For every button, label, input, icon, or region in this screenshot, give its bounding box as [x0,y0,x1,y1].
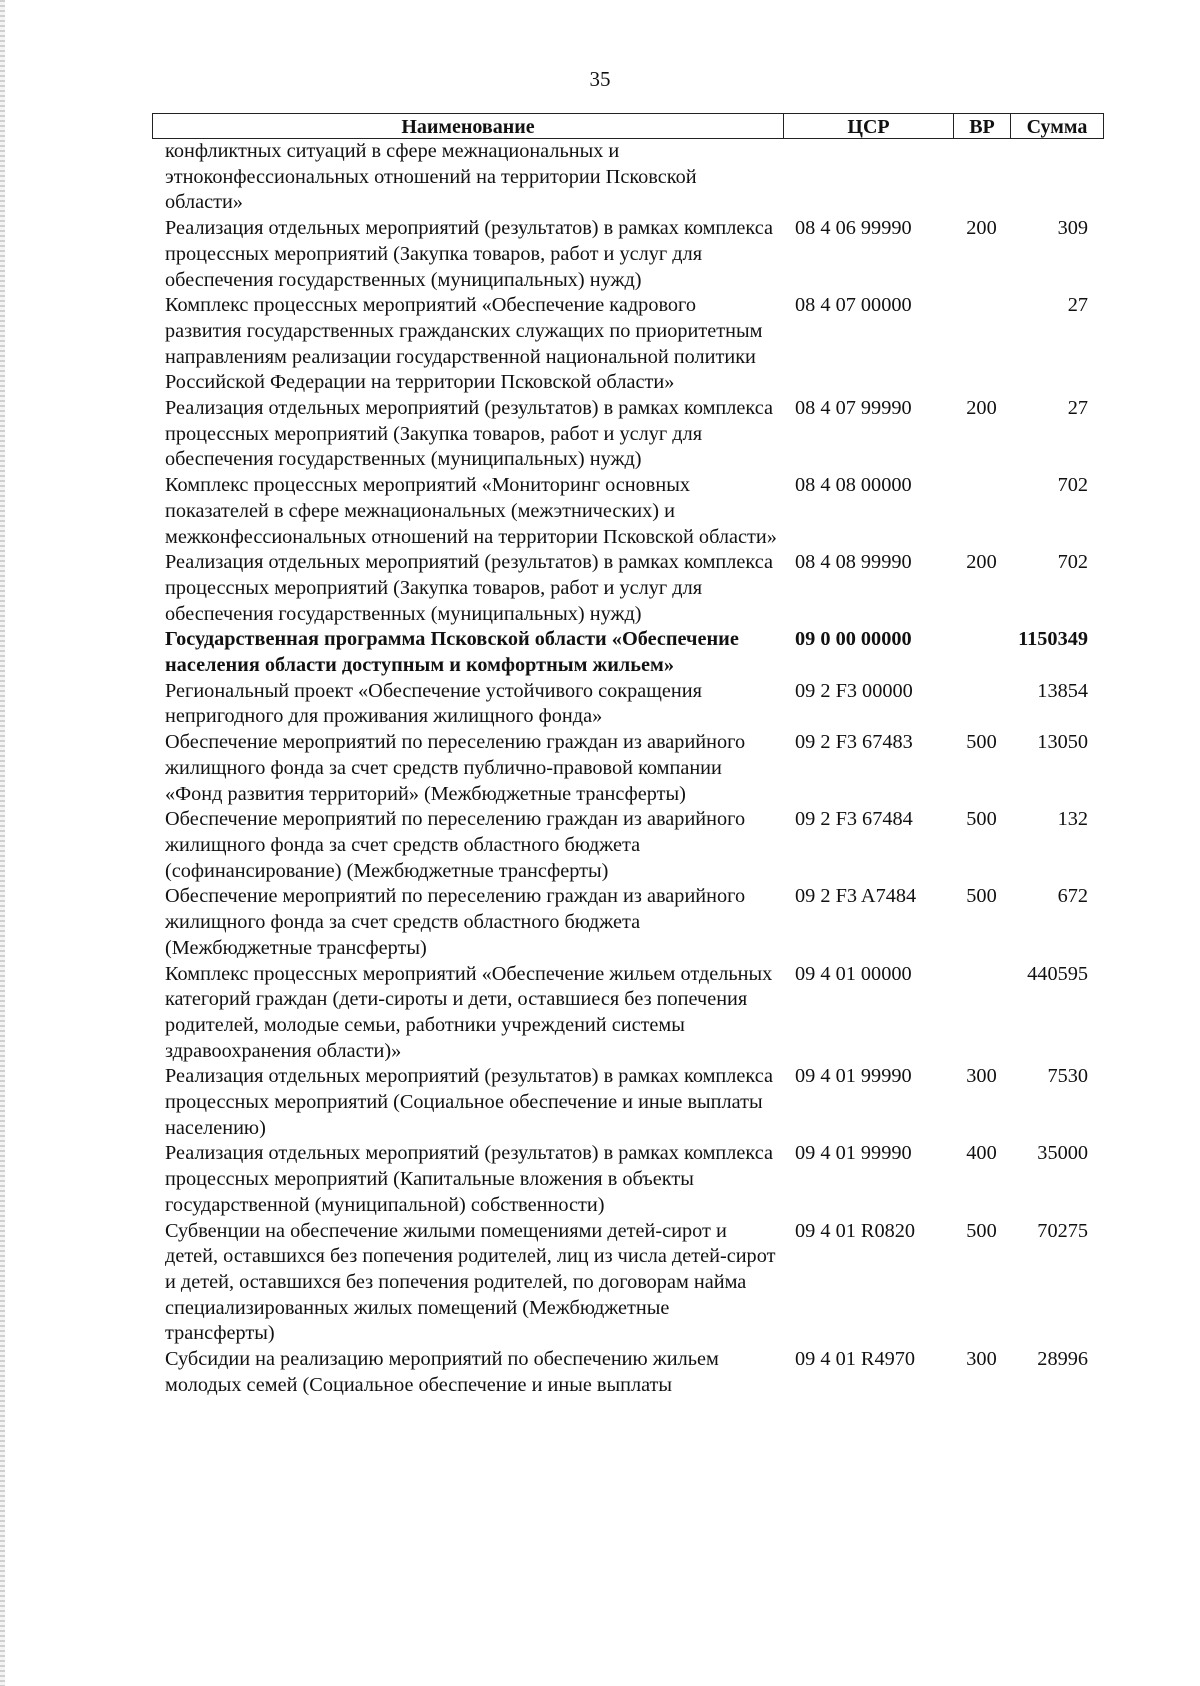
row-vr: 300 [966,1065,997,1088]
table-row [152,884,1104,961]
header-csr: ЦСР [783,113,953,139]
table-row [152,293,1104,396]
row-vr: 200 [966,551,997,574]
header-sum: Сумма [1010,113,1104,139]
row-csr: 09 2 F3 A7484 [795,885,917,908]
row-sum: 1150349 [1018,628,1088,651]
header-vr: ВР [953,113,1010,139]
row-csr: 08 4 07 99990 [795,397,912,420]
row-vr [953,679,1010,730]
table-row [152,1064,1104,1141]
row-vr: 300 [966,1348,997,1371]
row-name: Реализация отдельных мероприятий (результатов) в рамках комплекса процессных мероприятий (Социальное обеспечение и иные выплаты населению) [165,1065,773,1139]
row-csr: 08 4 08 00000 [795,474,912,497]
row-name: Региональный проект «Обеспечение устойчивого сокращения непригодного для проживания жилищного фонда» [165,679,702,728]
row-csr [783,139,953,216]
row-csr: 08 4 06 99990 [795,217,912,240]
row-name: Реализация отдельных мероприятий (результатов) в рамках комплекса процессных мероприятий (Капитальные вложения в объекты государственной (муниципальной) собственности) [165,1142,773,1216]
row-vr: 500 [966,808,997,831]
table-row [152,1347,1104,1398]
table-row [152,730,1104,807]
row-vr [953,139,1010,216]
row-vr: 400 [966,1142,997,1165]
row-sum: 702 [1057,474,1088,497]
row-csr: 09 4 01 99990 [795,1065,912,1088]
row-name: Обеспечение мероприятий по переселению граждан из аварийного жилищного фонда за счет средств областного бюджета (софинансирование) (Межбюджетные трансферты) [165,808,746,882]
row-sum: 132 [1057,808,1088,831]
row-name: Государственная программа Псковской области «Обеспечение населения области доступным и комфортным жильем» [165,628,739,677]
table-row [152,807,1104,884]
row-sum: 28996 [1037,1348,1088,1371]
header-name: Наименование [152,113,783,139]
row-vr [953,962,1010,1065]
row-vr [953,293,1010,396]
row-csr: 09 2 F3 67483 [795,731,913,754]
scan-edge [0,0,5,1686]
row-vr: 200 [966,217,997,240]
row-name: Субсидии на реализацию мероприятий по обеспечению жильем молодых семей (Социальное обеспечение и иные выплаты [165,1348,719,1396]
table-body [152,139,1104,1398]
table-row [152,473,1104,550]
row-name: Реализация отдельных мероприятий (результатов) в рамках комплекса процессных мероприятий (Закупка товаров, работ и услуг для обеспечения государственных (муниципальных) нужд) [165,397,773,471]
row-vr: 500 [966,731,997,754]
row-vr: 200 [966,397,997,420]
row-vr: 500 [966,1219,997,1242]
row-csr: 09 0 00 00000 [795,628,912,651]
row-sum: 13854 [1037,679,1088,702]
row-csr: 09 2 F3 00000 [795,679,913,702]
row-name: конфликтных ситуаций в сфере межнациональных и этноконфессиональных отношений на территории Псковской области» [165,140,697,214]
row-name: Обеспечение мероприятий по переселению граждан из аварийного жилищного фонда за счет средств публично-правовой компании «Фонд развития территорий» (Межбюджетные трансферты) [165,731,746,805]
row-vr: 500 [966,885,997,908]
row-sum: 7530 [1047,1065,1088,1088]
row-name: Комплекс процессных мероприятий «Обеспечение кадрового развития государственных гражданских служащих по приоритетным направлениям реализации государственной национальной политики Российской Федерации на территории Псковской области» [165,294,763,394]
row-sum: 13050 [1037,731,1088,754]
row-name: Субвенции на обеспечение жилыми помещениями детей-сирот и детей, оставшихся без попечения родителей, лиц из числа детей-сирот и детей, оставшихся без попечения родителей, по договорам найма специализированных жилых помещений (Межбюджетные трансферты) [165,1219,776,1345]
row-name: Реализация отдельных мероприятий (результатов) в рамках комплекса процессных мероприятий (Закупка товаров, работ и услуг для обеспечения государственных (муниципальных) нужд) [165,217,773,291]
table-row [152,962,1104,1065]
row-vr [953,473,1010,550]
row-name: Реализация отдельных мероприятий (результатов) в рамках комплекса процессных мероприятий (Закупка товаров, работ и услуг для обеспечения государственных (муниципальных) нужд) [165,551,773,625]
row-sum: 27 [1067,294,1088,317]
row-sum: 27 [1067,397,1088,420]
table-row [152,550,1104,627]
table-header [152,113,1104,139]
row-sum: 35000 [1037,1142,1088,1165]
table-row [152,1219,1104,1348]
table-row [152,396,1104,473]
row-sum: 309 [1057,217,1088,240]
row-name: Обеспечение мероприятий по переселению граждан из аварийного жилищного фонда за счет средств областного бюджета (Межбюджетные трансферты) [165,885,746,959]
table-row [152,216,1104,293]
row-sum: 440595 [1027,962,1088,985]
table-row [152,1141,1104,1218]
row-csr: 09 4 01 99990 [795,1142,912,1165]
row-name: Комплекс процессных мероприятий «Обеспечение жильем отдельных категорий граждан (дети-сироты и дети, оставшиеся без попечения родителей, молодые семьи, работники учреждений системы здравоохранения области)» [165,962,773,1062]
row-csr: 09 4 01 00000 [795,962,912,985]
row-sum: 702 [1057,551,1088,574]
table-row [152,679,1104,730]
budget-table [152,113,1104,1398]
row-vr [953,627,1010,678]
page-number: 35 [589,67,611,91]
row-csr: 09 2 F3 67484 [795,808,913,831]
table-row [152,139,1104,216]
row-csr: 09 4 01 R0820 [795,1219,916,1242]
row-csr: 08 4 07 00000 [795,294,912,317]
row-sum: 70275 [1037,1219,1088,1242]
row-name: Комплекс процессных мероприятий «Мониторинг основных показателей в сфере межнациональных (межэтнических) и межконфессиональных отношений на территории Псковской области» [165,474,777,548]
row-sum: 672 [1057,885,1088,908]
row-sum [1010,139,1104,216]
row-csr: 08 4 08 99990 [795,551,912,574]
row-csr: 09 4 01 R4970 [795,1348,916,1371]
table-row [152,627,1104,678]
